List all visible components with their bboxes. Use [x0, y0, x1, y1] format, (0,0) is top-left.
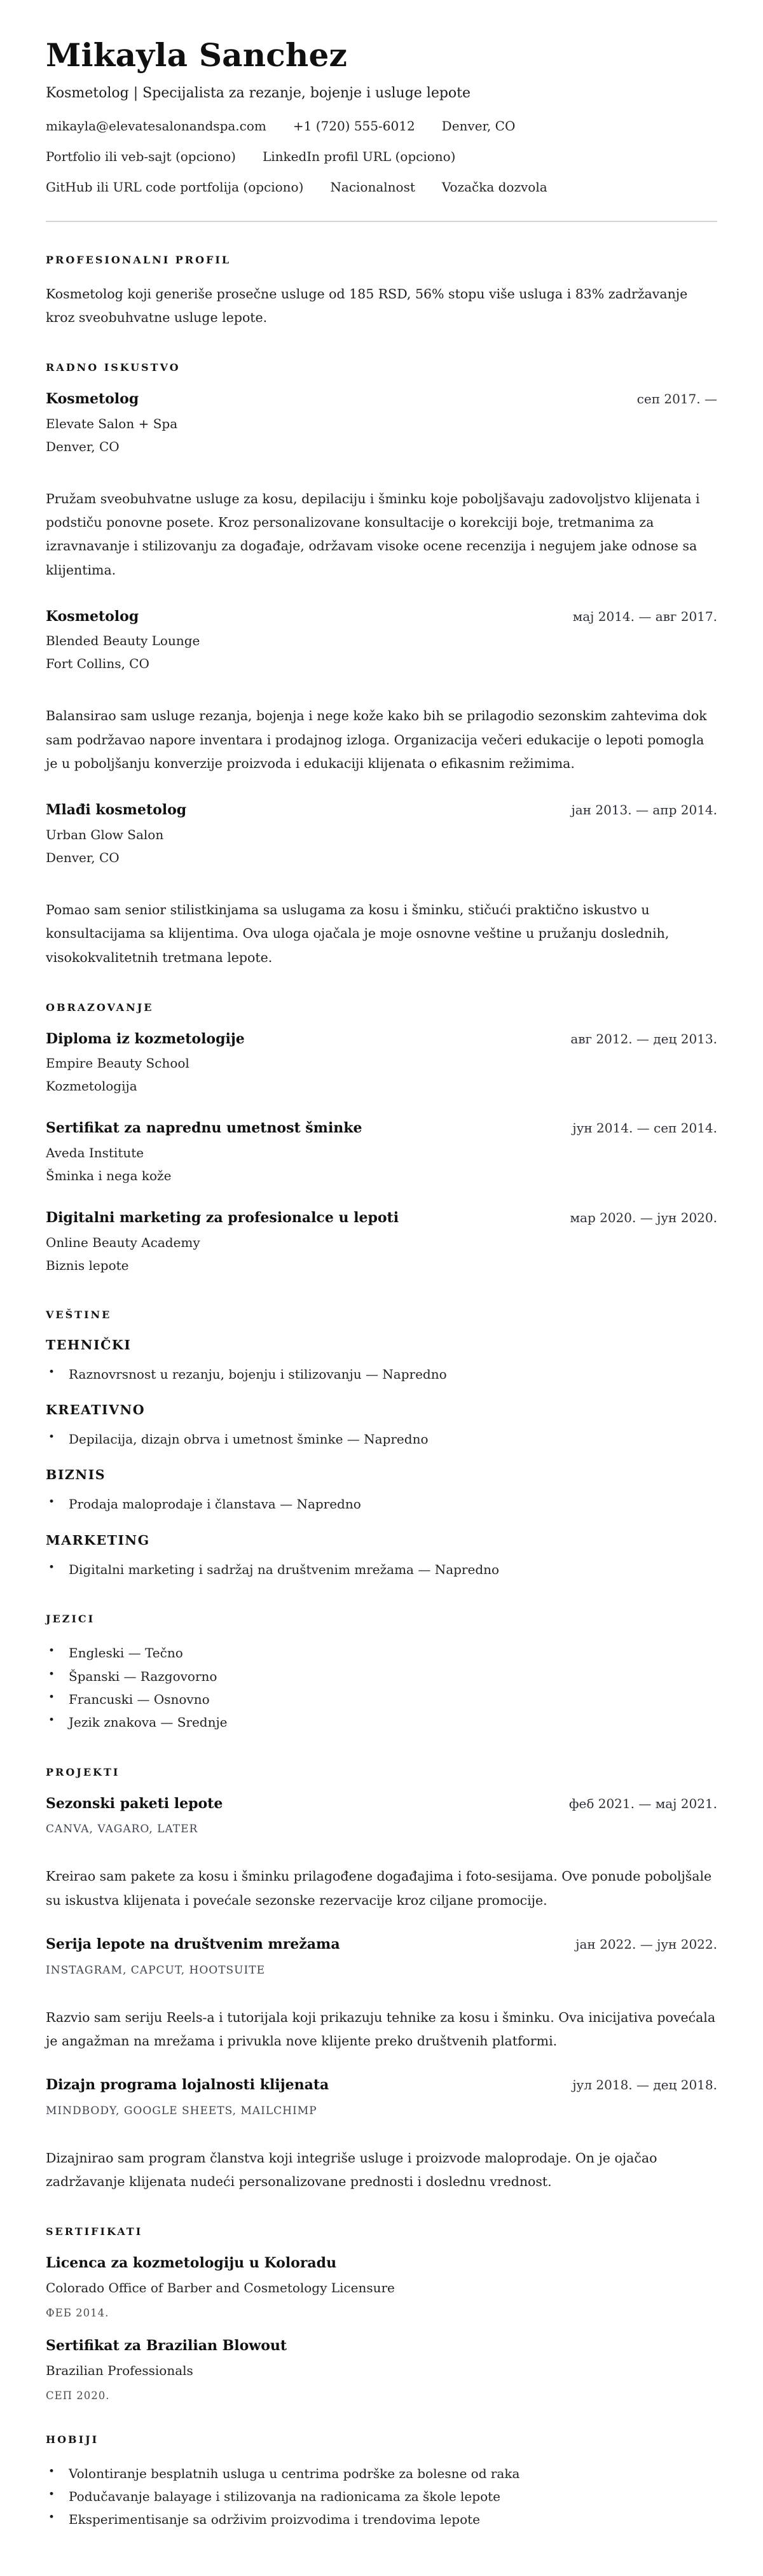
- project-description: Dizajnirao sam program članstva koji integriše usluge i proizvode maloprodaje. On je ojačao zadržavanje klijenata nudeći personalizovane prednosti i doslednu vrednost.: [46, 2150, 657, 2190]
- certificate-entry: [46, 2337, 717, 2402]
- bullet-icon: •: [48, 2465, 55, 2478]
- projects-heading: PROJEKTI: [46, 1765, 120, 1778]
- languages-section: [46, 1613, 717, 1734]
- experience-section: [46, 361, 717, 970]
- project-dates: јан 2022. — јун 2022.: [575, 1936, 717, 1952]
- skills-section: [46, 1309, 717, 1582]
- hobby-item: [46, 2462, 717, 2485]
- skill-category: TEHNIČKI: [46, 1337, 132, 1353]
- education-entry: [46, 1209, 717, 1277]
- skill-item: [46, 1428, 717, 1451]
- contact-row-2: [46, 147, 717, 166]
- job-entry-header: [46, 801, 717, 819]
- project-entry: [46, 2076, 717, 2194]
- job-title: Kosmetolog: [46, 608, 139, 625]
- certificate-date: СЕП 2020.: [46, 2389, 110, 2402]
- page-title: Mikayla Sanchez: [46, 36, 348, 74]
- education-entry-header: [46, 1119, 717, 1138]
- project-description: Kreirao sam pakete za kosu i šminku prilagođene događajima i foto-sesijama. Ove ponude poboljšale su iskustva klijenata i povećale sezonske rezervacije kroz ciljane promocije.: [46, 1869, 712, 1908]
- language-item: [46, 1688, 717, 1711]
- certificate-title: Licenca za kozmetologiju u Koloradu: [46, 2255, 337, 2272]
- bullet-icon: •: [48, 1431, 55, 1444]
- skill-text: Digitalni marketing i sadržaj na društvenim mrežama — Napredno: [69, 1561, 500, 1577]
- bullet-icon: •: [48, 2488, 55, 2501]
- job-entry-header: [46, 390, 717, 408]
- skill-text: Depilacija, dizajn obrva i umetnost šminke — Napredno: [69, 1431, 429, 1447]
- certificates-heading: SERTIFIKATI: [46, 2225, 143, 2238]
- job-description: Balansirao sam usluge rezanja, bojenja i nege kože kako bih se prilagodio sezonskim zahtevima dok sam podržavao napore inventara i prodajnog izloga. Organizacija večeri edukacije o lepoti pomogla je u poboljšanju konverzije proizvoda i edukaciji klijenata o efikasnim režimima.: [46, 708, 707, 772]
- education-entry-header: [46, 1030, 717, 1048]
- certificate-issuer: Colorado Office of Barber and Cosmetology Licensure: [46, 2280, 395, 2295]
- skill-category: BIZNIS: [46, 1467, 106, 1483]
- job-tagline: Kosmetolog | Specijalista za rezanje, bojenje i usluge lepote: [46, 85, 471, 101]
- bullet-icon: •: [48, 1690, 55, 1704]
- education-entry: [46, 1030, 717, 1098]
- job-entry: [46, 608, 717, 776]
- project-tools: MINDBODY, GOOGLE SHEETS, MAILCHIMP: [46, 2104, 317, 2117]
- projects-section: [46, 1766, 717, 2194]
- job-company: Elevate Salon + Spa: [46, 415, 178, 431]
- bullet-icon: •: [48, 1496, 55, 1509]
- skill-group-technical: [46, 1337, 717, 1386]
- education-dates: авг 2012. — дец 2013.: [570, 1031, 717, 1047]
- project-tools: INSTAGRAM, CAPCUT, HOOTSUITE: [46, 1963, 265, 1977]
- project-entry: [46, 1935, 717, 2053]
- job-entry-header: [46, 608, 717, 626]
- hobby-text: Volontiranje besplatnih usluga u centrima podrške za bolesne od raka: [69, 2465, 520, 2481]
- language-item: [46, 1641, 717, 1664]
- hobby-item: [46, 2508, 717, 2531]
- project-entry-header: [46, 1795, 717, 1813]
- job-company: Blended Beauty Lounge: [46, 633, 200, 649]
- job-entry: [46, 801, 717, 969]
- contact-location: Denver, CO: [441, 118, 516, 134]
- language-list: [46, 1641, 717, 1734]
- skills-heading: VEŠTINE: [46, 1308, 112, 1321]
- degree-title: Sertifikat za naprednu umetnost šminke: [46, 1120, 362, 1137]
- field-of-study: Kozmetologija: [46, 1078, 137, 1094]
- certificate-date: ФЕБ 2014.: [46, 2306, 109, 2319]
- project-dates: феб 2021. — мај 2021.: [568, 1795, 717, 1811]
- contact-github: GitHub ili URL code portfolija (opciono): [46, 179, 304, 195]
- project-description: Razvio sam seriju Reels-a i tutorijala koji prikazuju tehnike za kosu i šminku. Ova inicijativa povećala je angažman na mrežama i privukla nove klijente preko društvenih platformi.: [46, 2009, 716, 2049]
- bullet-icon: •: [48, 1365, 55, 1379]
- education-heading: OBRAZOVANJE: [46, 1001, 154, 1013]
- job-location: Fort Collins, CO: [46, 656, 149, 672]
- skill-list: [46, 1493, 717, 1515]
- skill-text: Raznovrsnost u rezanju, bojenju i stilizovanju — Napredno: [69, 1366, 447, 1382]
- contact-row-1: [46, 116, 717, 136]
- job-dates: сеп 2017. —: [636, 391, 717, 407]
- language-text: Španski — Razgovorno: [69, 1668, 217, 1684]
- languages-heading: JEZICI: [46, 1613, 95, 1626]
- bullet-icon: •: [48, 1714, 55, 1727]
- skill-list: [46, 1428, 717, 1451]
- profile-heading: PROFESIONALNI PROFIL: [46, 253, 231, 266]
- education-section: [46, 1001, 717, 1277]
- education-entry: [46, 1119, 717, 1187]
- project-title: Serija lepote na društvenim mrežama: [46, 1935, 340, 1953]
- contact-nationality: Nacionalnost: [330, 179, 415, 195]
- contact-linkedin: LinkedIn profil URL (opciono): [262, 148, 456, 164]
- skill-item: [46, 1558, 717, 1581]
- project-entry-header: [46, 1935, 717, 1954]
- education-entry-header: [46, 1209, 717, 1227]
- degree-title: Digitalni marketing za profesionalce u lepoti: [46, 1209, 399, 1227]
- skill-list: [46, 1363, 717, 1386]
- language-item: [46, 1711, 717, 1734]
- hobbies-section: [46, 2433, 717, 2531]
- language-text: Jezik znakova — Srednje: [69, 1715, 228, 1730]
- skill-category: KREATIVNO: [46, 1402, 146, 1418]
- hobby-item: [46, 2485, 717, 2508]
- hobbies-heading: HOBIJI: [46, 2433, 99, 2446]
- hobby-text: Podučavanje balayage i stilizovanja na radionicama za škole lepote: [69, 2488, 500, 2504]
- degree-title: Diploma iz kozmetologije: [46, 1030, 245, 1047]
- contact-row-3: [46, 178, 717, 197]
- skill-list: [46, 1558, 717, 1581]
- job-description: Pružam sveobuhvatne usluge za kosu, depilaciju i šminku koje poboljšavaju zadovoljstvo klijenata i podstiču ponovne posete. Kroz personalizovane konsultacije o korekciji boje, tretmanima za izravnavanje i stilizovanju za događaje, održavam visoke ocene recenzija i negujem jake odnose sa klijentima.: [46, 491, 700, 578]
- skill-text: Prodaja maloprodaje i članstava — Napredno: [69, 1496, 361, 1512]
- bullet-icon: •: [48, 2511, 55, 2524]
- hobby-list: [46, 2462, 717, 2531]
- job-dates: мај 2014. — авг 2017.: [572, 608, 717, 624]
- project-dates: јул 2018. — дец 2018.: [572, 2077, 717, 2093]
- profile-text: Kosmetolog koji generiše prosečne usluge od 185 RSD, 56% stopu više usluga i 83% zadržavanje kroz sveobuhvatne usluge lepote.: [46, 286, 688, 325]
- project-title: Dizajn programa lojalnosti klijenata: [46, 2077, 329, 2094]
- job-location: Denver, CO: [46, 849, 120, 865]
- resume-header: [46, 37, 717, 222]
- certificate-title: Sertifikat za Brazilian Blowout: [46, 2337, 287, 2354]
- profile-section: [46, 254, 717, 330]
- project-title: Sezonski paketi lepote: [46, 1795, 223, 1812]
- certificates-section: [46, 2225, 717, 2401]
- field-of-study: Biznis lepote: [46, 1257, 129, 1273]
- contact-driving-license: Vozačka dozvola: [441, 179, 547, 195]
- job-location: Denver, CO: [46, 438, 120, 454]
- bullet-icon: •: [48, 1645, 55, 1658]
- contact-phone: +1 (720) 555-6012: [292, 118, 415, 134]
- school-name: Empire Beauty School: [46, 1055, 189, 1071]
- job-title: Kosmetolog: [46, 391, 139, 408]
- skill-category: MARKETING: [46, 1532, 150, 1548]
- skill-group-marketing: [46, 1533, 717, 1581]
- certificate-entry: [46, 2254, 717, 2319]
- school-name: Online Beauty Academy: [46, 1234, 200, 1250]
- field-of-study: Šminka i nega kože: [46, 1168, 172, 1184]
- school-name: Aveda Institute: [46, 1145, 144, 1161]
- skill-group-business: [46, 1467, 717, 1515]
- bullet-icon: •: [48, 1561, 55, 1574]
- job-title: Mlađi kosmetolog: [46, 802, 187, 819]
- language-text: Engleski — Tečno: [69, 1645, 183, 1661]
- project-entry: [46, 1795, 717, 1912]
- language-text: Francuski — Osnovno: [69, 1691, 210, 1707]
- project-tools: CANVA, VAGARO, LATER: [46, 1823, 198, 1836]
- job-company: Urban Glow Salon: [46, 826, 164, 842]
- job-entry: [46, 390, 717, 582]
- hobby-text: Eksperimentisanje sa održivim proizvodima i trendovima lepote: [69, 2512, 480, 2528]
- header-divider: [46, 221, 717, 222]
- contact-email: mikayla@elevatesalonandspa.com: [46, 118, 266, 134]
- language-item: [46, 1665, 717, 1688]
- skill-group-creative: [46, 1402, 717, 1451]
- contact-portfolio: Portfolio ili veb-sajt (opciono): [46, 148, 236, 164]
- skill-item: [46, 1363, 717, 1386]
- job-dates: јан 2013. — апр 2014.: [571, 802, 717, 818]
- project-entry-header: [46, 2076, 717, 2094]
- experience-heading: RADNO ISKUSTVO: [46, 361, 181, 374]
- job-description: Pomao sam senior stilistkinjama sa uslugama za kosu i šminku, stičući praktično iskustvo u konsultacijama sa klijentima. Ova uloga ojačala je moje osnovne veštine u pružanju doslednih, visokokvalitetnih tretmana lepote.: [46, 902, 670, 965]
- bullet-icon: •: [48, 1667, 55, 1681]
- education-dates: мар 2020. — јун 2020.: [570, 1210, 717, 1226]
- skill-item: [46, 1493, 717, 1515]
- certificate-issuer: Brazilian Professionals: [46, 2362, 193, 2378]
- education-dates: јун 2014. — сеп 2014.: [572, 1120, 717, 1136]
